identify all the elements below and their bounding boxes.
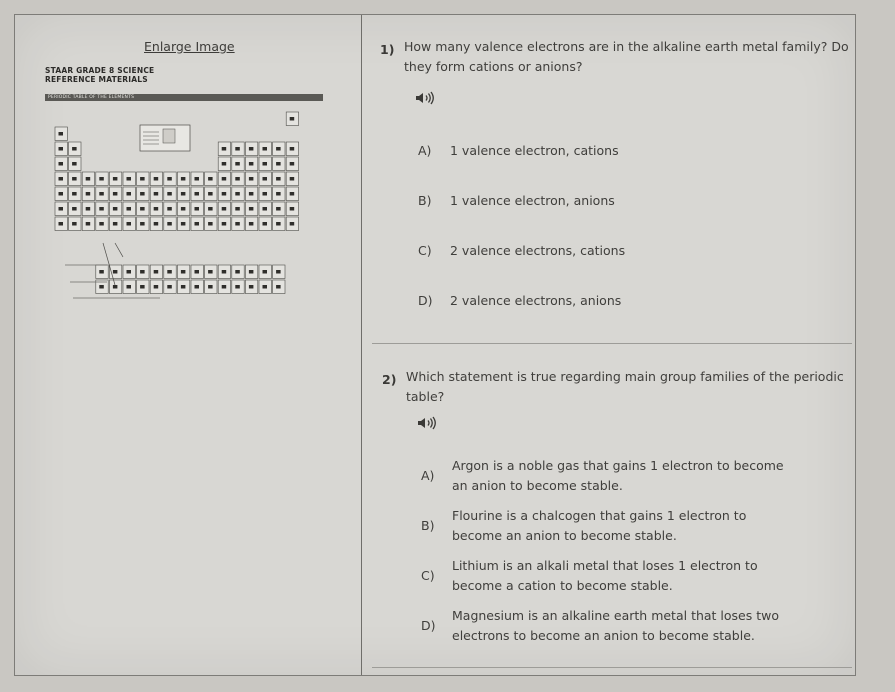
question-text-line1: How many valence electrons are in the alkaline earth metal family? Do: [404, 39, 849, 54]
choice-1d[interactable]: [418, 293, 838, 315]
bottom-divider: [372, 667, 852, 668]
speaker-icon[interactable]: [417, 416, 437, 430]
choice-letter: C): [421, 568, 435, 583]
reference-title: [45, 66, 154, 84]
choice-text-line2: electrons to become an anion to become stable.: [452, 628, 755, 643]
choice-2b[interactable]: [421, 506, 841, 548]
choice-text: 1 valence electron, anions: [450, 193, 615, 208]
choice-letter: A): [421, 468, 435, 483]
choice-text-line1: Lithium is an alkali metal that loses 1 electron to: [452, 558, 758, 573]
question-text-line1: Which statement is true regarding main group families of the periodic: [406, 369, 844, 384]
questions-pane: [362, 15, 855, 675]
choice-letter: B): [418, 193, 432, 208]
choice-text: [452, 606, 779, 646]
question-text: [406, 367, 844, 407]
choice-text-line2: become an anion to become stable.: [452, 528, 677, 543]
enlarge-image-link[interactable]: Enlarge Image: [144, 39, 235, 54]
choice-1b[interactable]: [418, 193, 838, 215]
question-text-line2: table?: [406, 389, 445, 404]
periodic-table-image[interactable]: [45, 105, 330, 305]
choice-text: [452, 556, 758, 596]
choice-text: [452, 506, 746, 546]
choice-letter: D): [418, 293, 433, 308]
choice-2c[interactable]: [421, 556, 841, 598]
choice-letter: C): [418, 243, 432, 258]
choice-text-line2: become a cation to become stable.: [452, 578, 673, 593]
choice-1c[interactable]: [418, 243, 838, 265]
choice-text: 2 valence electrons, anions: [450, 293, 622, 308]
periodic-table-banner: PERIODIC TABLE OF THE ELEMENTS: [45, 94, 323, 101]
question-number: 2): [382, 372, 397, 387]
choice-text: 2 valence electrons, cations: [450, 243, 626, 258]
reference-title-line2: REFERENCE MATERIALS: [45, 75, 148, 84]
choice-text-line2: an anion to become stable.: [452, 478, 623, 493]
choice-text: 1 valence electron, cations: [450, 143, 619, 158]
speaker-icon[interactable]: [415, 91, 435, 105]
choice-text-line1: Magnesium is an alkaline earth metal that loses two: [452, 608, 780, 623]
choice-text-line1: Flourine is a chalcogen that gains 1 electron to: [452, 508, 747, 523]
choice-1a[interactable]: [418, 143, 838, 165]
question-number: 1): [380, 42, 395, 57]
question-divider: [372, 343, 852, 344]
choice-letter: D): [421, 618, 436, 633]
choice-text: [452, 456, 784, 496]
reference-title-line1: STAAR GRADE 8 SCIENCE: [45, 66, 155, 75]
choice-text-line1: Argon is a noble gas that gains 1 electron to become: [452, 458, 784, 473]
reference-pane: [15, 15, 362, 675]
choice-letter: A): [418, 143, 432, 158]
choice-letter: B): [421, 518, 435, 533]
test-window: [14, 14, 856, 676]
choice-2a[interactable]: [421, 456, 841, 498]
question-text-line2: they form cations or anions?: [404, 59, 583, 74]
question-text: [404, 37, 849, 77]
choice-2d[interactable]: [421, 606, 841, 648]
